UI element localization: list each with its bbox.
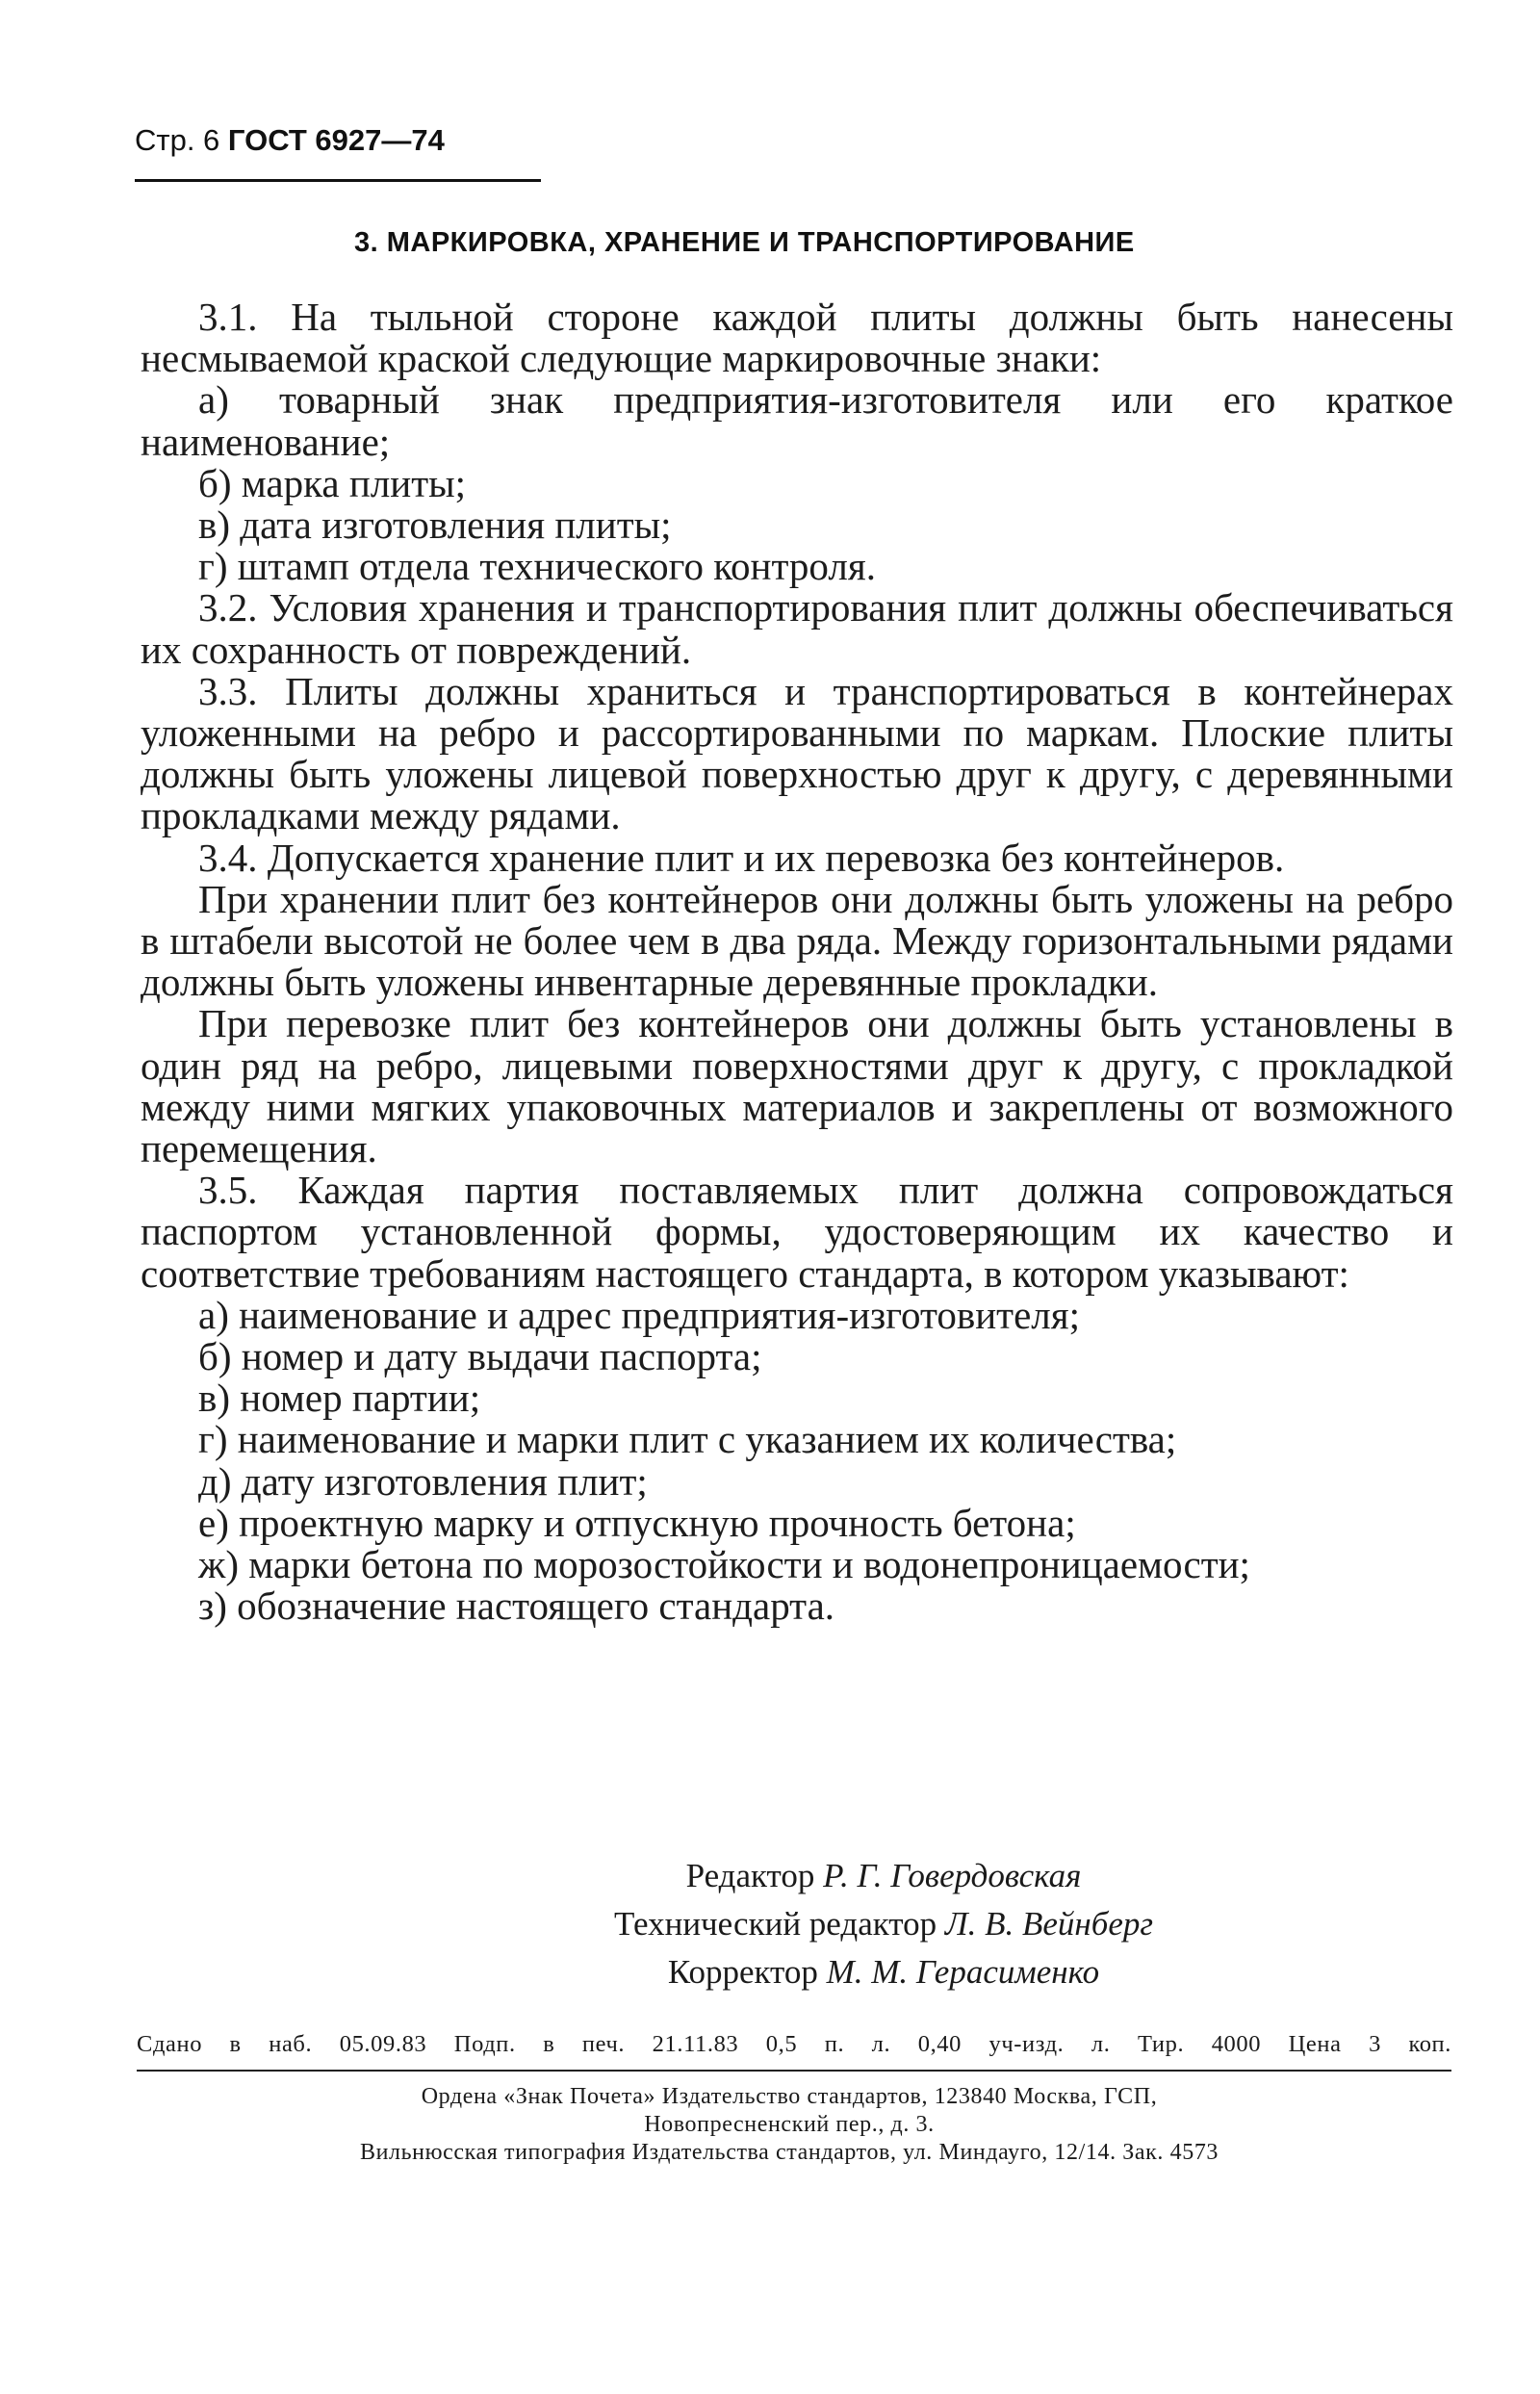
list-item: а) наименование и адрес предприятия-изготовителя; (198, 1292, 1080, 1337)
paragraph-3-4-storage: При хранении плит без контейнеров они должны быть уложены на ребро в штабели высотой не более чем в два ряда. Между горизонтальными рядами должны быть уложены инвентарные деревянные прокладки. (141, 876, 1453, 1005)
list-item: д) дату изготовления плит; (198, 1458, 648, 1504)
imprint-rule (137, 2070, 1451, 2072)
list-item: з) обозначение настоящего стандарта. (198, 1583, 835, 1629)
paragraph-3-2: 3.2. Условия хранения и транспортирования плит должны обеспечиваться их сохранность от повреждений. (141, 585, 1453, 672)
credits-block (0, 1852, 1540, 1996)
list-item: в) номер партии; (198, 1376, 481, 1421)
editor-label: Редактор (685, 1857, 815, 1894)
tech-editor-line (227, 1900, 1540, 1948)
standard-number: ГОСТ 6927—74 (227, 123, 445, 157)
editor-line (227, 1852, 1540, 1900)
header-rule (135, 179, 541, 182)
printer-line-1: Ордена «Знак Почета» Издательство стандартов, 123840 Москва, ГСП, (421, 2084, 1158, 2109)
list-item: ж) марки бетона по морозостойкости и водонепроницаемости; (198, 1542, 1250, 1587)
list-item: г) наименование и марки плит с указанием их количества; (198, 1417, 1177, 1462)
section-body (141, 296, 1453, 1628)
paragraph-3-1: 3.1. На тыльной стороне каждой плиты должны быть нанесены несмываемой краской следующие маркировочные знаки: (141, 295, 1453, 381)
section-title: 3. МАРКИРОВКА, ХРАНЕНИЕ И ТРАНСПОРТИРОВАНИЕ (354, 227, 1135, 258)
printer-info (0, 2083, 1540, 2167)
paragraph-3-3: 3.3. Плиты должны храниться и транспортироваться в контейнерах уложенными на ребро и рассортированными по маркам. Плоские плиты должны быть уложены лицевой поверхностью друг к другу, с деревянными прокладками между рядами. (141, 668, 1453, 838)
tech-editor-label: Технический редактор (613, 1905, 937, 1943)
printer-line-2: Новопресненский пер., д. 3. (644, 2112, 935, 2137)
list-item-3-1-b: б) марка плиты; (198, 460, 467, 505)
paragraph-3-4: 3.4. Допускается хранение плит и их перевозка без контейнеров. (198, 835, 1285, 880)
page-label: Стр. 6 (135, 123, 220, 157)
list-item-3-1-d: г) штамп отдела технического контроля. (198, 544, 876, 589)
list-item: е) проектную марку и отпускную прочность бетона; (198, 1500, 1076, 1545)
running-header (135, 123, 445, 158)
proofreader-label: Корректор (667, 1953, 818, 1991)
editor-name: Р. Г. Говердовская (823, 1857, 1082, 1894)
proofreader-line (227, 1948, 1540, 1996)
imprint-line: Сдано в наб. 05.09.83 Подп. в печ. 21.11.83 0,5 п. л. 0,40 уч-изд. л. Тир. 4000 Цена 3 коп. (137, 2031, 1451, 2057)
list-item-3-1-a: а) товарный знак предприятия-изготовителя или его краткое наименование; (141, 377, 1453, 464)
paragraph-3-5: 3.5. Каждая партия поставляемых плит должна сопровождаться паспортом установленной формы, удостоверяющим их качество и соответствие требованиям настоящего стандарта, в котором указывают: (141, 1168, 1453, 1296)
tech-editor-name: Л. В. Вейнберг (944, 1905, 1154, 1943)
list-item: б) номер и дату выдачи паспорта; (198, 1334, 762, 1379)
list-item-3-1-c: в) дата изготовления плиты; (198, 502, 672, 548)
paragraph-3-4-transport: При перевозке плит без контейнеров они должны быть установлены в один ряд на ребро, лицевыми поверхностями друг к другу, с прокладкой между ними мягких упаковочных материалов и закреплены от возможного перемещения. (141, 1001, 1453, 1171)
printer-line-3: Вильнюсская типография Издательства стандартов, ул. Миндауго, 12/14. Зак. 4573 (359, 2140, 1219, 2165)
proofreader-name: М. М. Герасименко (826, 1953, 1100, 1991)
